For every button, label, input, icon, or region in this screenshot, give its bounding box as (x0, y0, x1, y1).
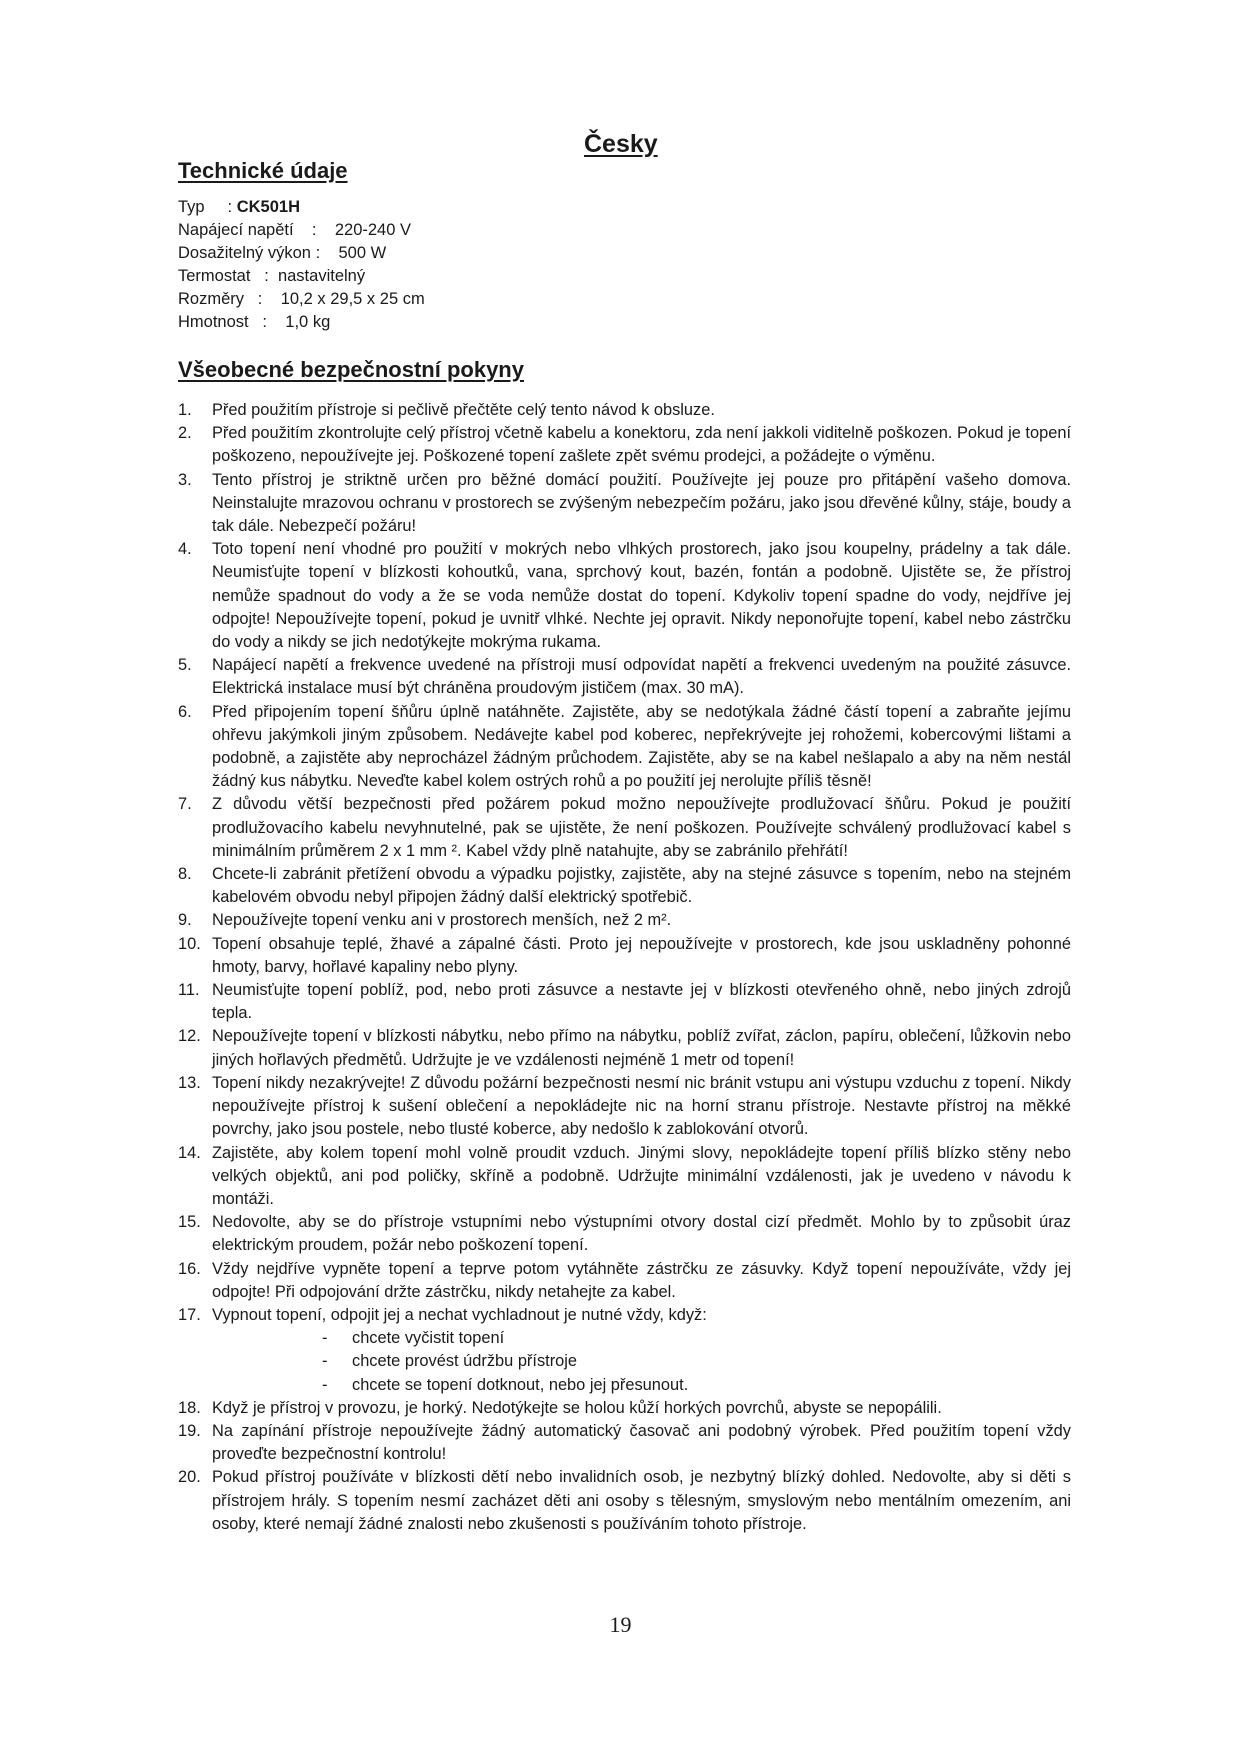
safety-item-text: Pokud přístroj používáte v blízkosti dětí nebo invalidních osob, je nezbytný blízký dohled. Nedovolte, aby si děti s přístrojem hrály. S topením nesmí zacházet děti ani osoby s tělesným, smyslovým nebo mentálním omezením, ani osoby, které nemají žádné znalosti nebo zkušenosti s používáním tohoto přístroje. (212, 1468, 1071, 1533)
safety-item (178, 701, 1071, 794)
dash-bullet: - (322, 1329, 328, 1348)
tech-specs (178, 196, 425, 334)
safety-item-text: Před použitím přístroje si pečlivě přečtěte celý tento návod k obsluze. (212, 401, 715, 419)
safety-item-number: 11. (178, 981, 200, 1000)
safety-item (178, 1258, 1071, 1304)
safety-item (178, 863, 1071, 909)
safety-item-number: 14. (178, 1143, 201, 1162)
safety-subitem-text: chcete se topení dotknout, nebo jej přesunout. (352, 1375, 689, 1394)
safety-item-number: 5. (178, 656, 192, 675)
safety-subitem-text: chcete vyčistit topení (352, 1329, 505, 1348)
safety-item (178, 1142, 1071, 1212)
safety-item (178, 399, 1071, 422)
safety-item (178, 933, 1071, 979)
safety-item (178, 1420, 1071, 1466)
safety-item-text: Neumisťujte topení poblíž, pod, nebo proti zásuvce a nestavte jej v blízkosti otevřeného ohně, nebo jiných zdrojů tepla. (212, 981, 1071, 1023)
safety-item-number: 1. (178, 401, 192, 419)
safety-item-number: 9. (178, 911, 192, 930)
safety-instructions-list (178, 399, 1071, 1536)
safety-item-text: Na zapínání přístroje nepoužívejte žádný automatický časovač ani podobný výrobek. Před použitím topení vždy proveďte bezpečnostní kontrolu! (212, 1421, 1071, 1464)
safety-item-text: Když je přístroj v provozu, je horký. Nedotýkejte se holou kůží horkých povrchů, abyste se nepopálili. (212, 1398, 942, 1417)
safety-item (178, 1025, 1071, 1071)
tech-specs-heading: Technické údaje (178, 158, 348, 183)
safety-item-number: 3. (178, 470, 192, 489)
safety-item-number: 6. (178, 702, 192, 721)
safety-item-text: Toto topení není vhodné pro použití v mokrých nebo vlhkých prostorech, jako jsou koupelny, prádelny a tak dále. Neumisťujte topení v blízkosti kohoutků, vana, sprchový kout, bazén, fontán a podobně. Ujistěte se, že přístroj nemůže spadnout do vody a že se voda nemůže dostat do topení. Kdykoliv topení spadne do vody, nejdříve jej odpojte! Nepoužívejte topení, pokud je uvnitř vlhké. Nechte jej opravit. Nikdy neponořujte topení, kabel nebo zástrčku do vody a nikdy se jich nedotýkejte mokrýma rukama. (212, 540, 1071, 652)
safety-item (178, 469, 1071, 539)
safety-item-number: 13. (178, 1073, 201, 1092)
safety-item (178, 1072, 1071, 1142)
spec-row: Typ : CK501H (178, 198, 300, 216)
spec-row: Hmotnost : 1,0 kg (178, 313, 331, 331)
dash-bullet: - (322, 1375, 328, 1394)
safety-subitem (322, 1374, 1071, 1397)
dash-bullet: - (322, 1352, 328, 1371)
safety-item (178, 909, 1071, 932)
safety-item-number: 20. (178, 1468, 201, 1487)
safety-item (178, 1466, 1071, 1536)
safety-item (178, 422, 1071, 468)
safety-item-number: 19. (178, 1421, 201, 1440)
spec-row: Termostat : nastavitelný (178, 267, 366, 285)
safety-item-text: Chcete-li zabránit přetížení obvodu a výpadku pojistky, zajistěte, aby na stejné zásuvce s topením, nebo na stejném kabelovém obvodu nebyl připojen žádný další elektrický spotřebič. (212, 865, 1071, 907)
safety-item-number: 10. (178, 934, 201, 953)
safety-item-number: 15. (178, 1213, 201, 1232)
safety-item-text: Topení nikdy nezakrývejte! Z důvodu požární bezpečnosti nesmí nic bránit vstupu ani výstupu vzduchu z topení. Nikdy nepoužívejte přístroj k sušení oblečení a nepokládejte nic na horní stranu přístroje. Nestavte přístroj na měkké povrchy, jako jsou postele, nebo tlusté koberce, aby nedošlo k zablokování otvorů. (212, 1073, 1071, 1139)
language-title: Česky (584, 130, 658, 158)
safety-item-number: 7. (178, 795, 192, 814)
spec-row: Napájecí napětí : 220-240 V (178, 221, 412, 239)
safety-item (178, 654, 1071, 700)
safety-item (178, 1211, 1071, 1257)
safety-item-text: Tento přístroj je striktně určen pro běžné domácí použití. Používejte jej pouze pro přitápění vašeho domova. Neinstalujte mrazovou ochranu v prostorech se zvýšeným nebezpečím požáru, jako jsou dřevěné kůlny, stáje, boudy a tak dále. Nebezpečí požáru! (212, 470, 1071, 536)
safety-item-number: 2. (178, 424, 192, 443)
safety-item-text: Z důvodu větší bezpečnosti před požárem pokud možno nepoužívejte prodlužovací šňůru. Pokud je použití prodlužovacího kabelu nevyhnutelné, pak se ujistěte, že není poškozen. Používejte schválený prodlužovací kabel s minimálním průměrem 2 x 1 mm ². Kabel vždy plně natahujte, aby se zabránilo přehřátí! (212, 795, 1071, 860)
safety-item-text: Před použitím zkontrolujte celý přístroj včetně kabelu a konektoru, zda není jakkoli viditelně poškozen. Pokud je topení poškozeno, nepoužívejte jej. Poškozené topení zašlete zpět svému prodejci, a požádejte o výměnu. (212, 424, 1071, 466)
safety-item (178, 538, 1071, 654)
page-number: 19 (609, 1612, 632, 1637)
safety-item-text: Zajistěte, aby kolem topení mohl volně proudit vzduch. Jinými slovy, nepokládejte topení příliš blízko stěny nebo velkých objektů, ani pod poličky, skříně a podobně. Udržujte minimální vzdálenosti, jak je uvedeno v návodu k montáži. (212, 1143, 1071, 1208)
safety-item (178, 1304, 1071, 1397)
safety-item-number: 16. (178, 1259, 201, 1278)
safety-item-number: 8. (178, 865, 192, 884)
spec-row: Rozměry : 10,2 x 29,5 x 25 cm (178, 290, 425, 308)
safety-item-number: 17. (178, 1305, 201, 1324)
safety-subitem (322, 1327, 1071, 1350)
safety-item-text: Nepoužívejte topení v blízkosti nábytku, nebo přímo na nábytku, poblíž zvířat, záclon, papíru, oblečení, lůžkovin nebo jiných hořlavých předmětů. Udržujte je ve vzdálenosti nejméně 1 metr od topení! (212, 1027, 1071, 1069)
safety-item (178, 979, 1071, 1025)
safety-item (178, 793, 1071, 863)
safety-item-text: Vždy nejdříve vypněte topení a teprve potom vytáhněte zástrčku ze zásuvky. Když topení nepoužíváte, vždy jej odpojte! Při odpojování držte zástrčku, nikdy netahejte za kabel. (212, 1259, 1071, 1301)
safety-item-number: 18. (178, 1398, 201, 1417)
safety-subitem-text: chcete provést údržbu přístroje (352, 1352, 578, 1371)
safety-item-text: Nedovolte, aby se do přístroje vstupními nebo výstupními otvory dostal cizí předmět. Mohlo by to způsobit úraz elektrickým proudem, požár nebo poškození topení. (212, 1213, 1071, 1255)
safety-item-number: 12. (178, 1027, 201, 1046)
spec-row: Dosažitelný výkon : 500 W (178, 244, 387, 262)
safety-sublist (212, 1327, 1071, 1397)
safety-item-text: Před připojením topení šňůru úplně natáhněte. Zajistěte, aby se nedotýkala žádné částí topení a zabraňte jejímu ohřevu jakýmkoli jiným způsobem. Nedávejte kabel pod koberec, nepřekrývejte jej rohožemi, kobercovými lištami a podobně, a zajistěte aby neprocházel žádným průchodem. Zajistěte, aby se na kabel nešlapalo a aby na něm nestál žádný kus nábytku. Neveďte kabel kolem ostrých rohů a po použití jej nerolujte příliš těsně! (212, 702, 1071, 791)
safety-item-text: Nepoužívejte topení venku ani v prostorech menších, než 2 m². (212, 911, 672, 930)
safety-item (178, 1397, 1071, 1420)
safety-item-text: Napájecí napětí a frekvence uvedené na přístroji musí odpovídat napětí a frekvenci uvedeným na použité zásuvce. Elektrická instalace musí být chráněna proudovým jističem (max. 30 mA). (212, 656, 1071, 698)
safety-item-text: Topení obsahuje teplé, žhavé a zápalné části. Proto jej nepoužívejte v prostorech, kde jsou uskladněny pohonné hmoty, barvy, hořlavé kapaliny nebo plyny. (212, 934, 1071, 976)
safety-item-number: 4. (178, 540, 192, 559)
safety-subitem (322, 1350, 1071, 1373)
safety-item-text: Vypnout topení, odpojit jej a nechat vychladnout je nutné vždy, když: (212, 1305, 707, 1324)
safety-heading: Všeobecné bezpečnostní pokyny (178, 357, 524, 382)
